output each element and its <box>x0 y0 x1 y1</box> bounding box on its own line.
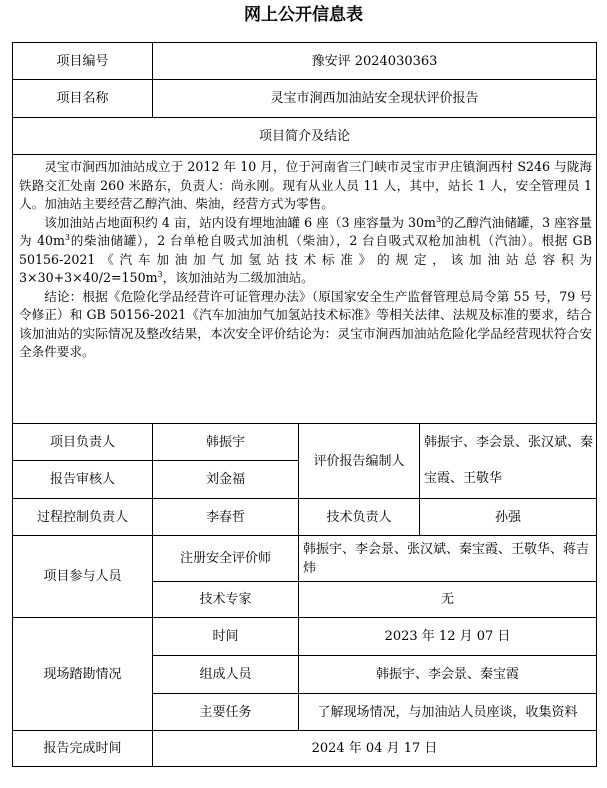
survey-time-label: 时间 <box>153 618 299 656</box>
table-row <box>13 499 597 536</box>
document-title: 网上公开信息表 <box>244 5 363 25</box>
report-authors-label: 评价报告编制人 <box>299 424 420 499</box>
table-row <box>13 618 597 656</box>
registered-assessor-label: 注册安全评价师 <box>153 536 299 582</box>
survey-time-value: 2023 年 12 月 07 日 <box>299 618 597 656</box>
process-control-value: 李春哲 <box>153 499 299 536</box>
process-control-label: 过程控制负责人 <box>13 499 153 536</box>
project-no-label: 项目编号 <box>13 43 153 80</box>
technical-lead-value: 孙强 <box>420 499 597 536</box>
report-authors-value: 韩振宇、李会景、张汉斌、秦宝霞、王敬华 <box>420 424 597 499</box>
survey-team-label: 组成人员 <box>153 656 299 694</box>
project-leader-value: 韩振宇 <box>153 424 299 461</box>
table-row <box>13 118 597 155</box>
project-no-value: 豫安评 2024030363 <box>153 43 597 80</box>
summary-paragraph-3: 结论：根据《危险化学品经营许可证管理办法》（原国家安全生产监督管理总局令第 55 号，79 号令修正）和 GB 50156-2021《汽车加油加气加氢站技术标准》等相关法律、法规及标准的要求，结合该加油站的实际情况及整改结果，本次安全评价结论为：灵宝市涧西加油站危险化学品经营现状符合安全条件要求。 <box>19 288 592 359</box>
table-row <box>13 43 597 80</box>
summary-paragraph-1: 灵宝市涧西加油站成立于 2012 年 10 月，位于河南省三门峡市灵宝市尹庄镇涧西村 S246 与陇海铁路交汇处南 260 米路东，负责人：尚永刚。现有从业人员 11 人，其中，站长 1 人，安全管理员 1 人。加油站主要经营乙醇汽油、柴油，经营方式为零售。 <box>19 159 592 211</box>
survey-task-value: 了解现场情况，与加油站人员座谈，收集资料 <box>299 694 597 731</box>
info-table <box>12 42 597 767</box>
project-name-value: 灵宝市涧西加油站安全现状评价报告 <box>153 80 597 118</box>
table-row <box>13 155 597 424</box>
table-row <box>13 80 597 118</box>
table-row <box>13 536 597 582</box>
survey-task-label: 主要任务 <box>153 694 299 731</box>
technical-expert-value: 无 <box>299 582 597 618</box>
technical-expert-label: 技术专家 <box>153 582 299 618</box>
summary-text <box>13 155 597 424</box>
table-row <box>13 424 597 461</box>
report-reviewer-label: 报告审核人 <box>13 461 153 499</box>
completion-time-value: 2024 年 04 月 17 日 <box>153 731 597 767</box>
completion-time-label: 报告完成时间 <box>13 731 153 767</box>
participants-label: 项目参与人员 <box>13 536 153 618</box>
registered-assessor-value: 韩振宇、李会景、张汉斌、秦宝霞、王敬华、蒋吉炜 <box>299 536 597 582</box>
technical-lead-label: 技术负责人 <box>299 499 420 536</box>
summary-header: 项目简介及结论 <box>13 118 597 155</box>
project-name-label: 项目名称 <box>13 80 153 118</box>
survey-team-value: 韩振宇、李会景、秦宝霞 <box>299 656 597 694</box>
project-leader-label: 项目负责人 <box>13 424 153 461</box>
summary-paragraph-2: 该加油站占地面积约 4 亩，站内设有埋地油罐 6 座（3 座容量为 $30m^3$的乙醇汽油储罐，3 座容量为 $40m^3$的柴油储罐），2 台单枪自吸式加油机（柴油），2 台自吸式双枪加油机（汽油）。根据 GB 50156-2021《汽车加油加气加氢站技术标准》的规定，该加油站总容积为 $3\times 30+3\times 40/2=150m^3$，该加油站为二级加油站。 <box>19 214 592 285</box>
report-reviewer-value: 刘金福 <box>153 461 299 499</box>
site-survey-label: 现场踏勘情况 <box>13 618 153 731</box>
table-row <box>13 731 597 767</box>
